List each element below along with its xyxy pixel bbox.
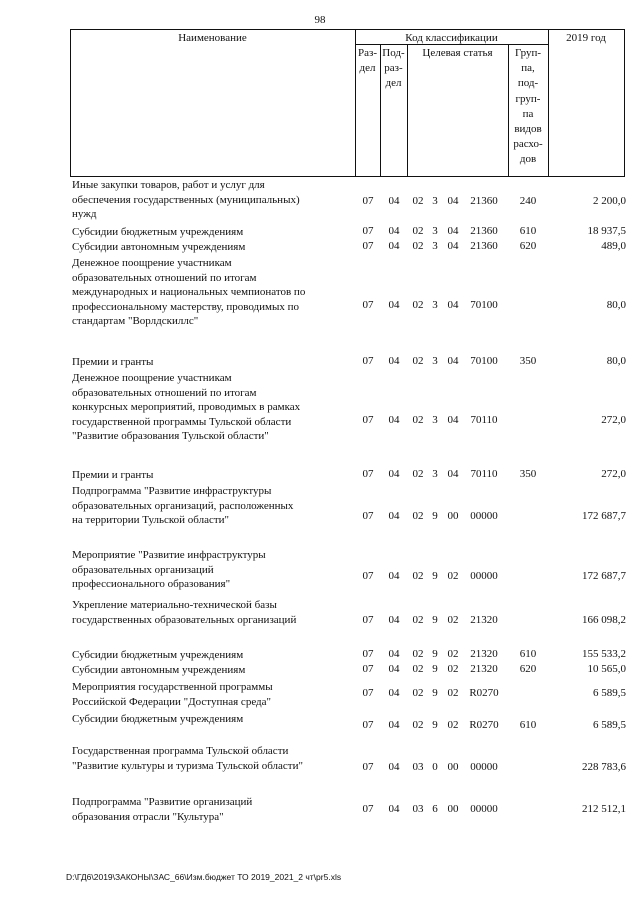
row-code-dir: 70100: [470, 355, 498, 367]
row-code-dir: 00000: [470, 510, 498, 522]
row-code-razdel: 07: [362, 414, 374, 426]
row-code-group: 610: [519, 648, 537, 660]
header-podrazdel-line: раз-: [384, 62, 403, 75]
row-code-sub: 3: [432, 195, 438, 207]
row-code-prog: 02: [412, 355, 424, 367]
row-name-line: на территории Тульской области": [72, 514, 230, 527]
header-razdel: [355, 46, 380, 76]
row-code-sub: 6: [432, 803, 438, 815]
row-name: [72, 256, 354, 329]
row-code-main: 02: [447, 719, 459, 731]
row-code-prog: 03: [412, 803, 424, 815]
row-code-group: 620: [519, 663, 537, 675]
row-name: [72, 468, 354, 483]
row-name-line: Субсидии бюджетным учреждениям: [72, 226, 244, 238]
row-name-line: Мероприятие "Развитие инфраструктуры: [72, 549, 266, 561]
row-code-main: 04: [447, 468, 459, 480]
row-code-dir: 21360: [470, 195, 498, 207]
row-code-razdel: 07: [362, 468, 374, 480]
row-code-razdel: 07: [362, 719, 374, 731]
row-code-sub: 3: [432, 414, 438, 426]
row-name-line: Субсидии бюджетным учреждениям: [72, 649, 244, 661]
row-code-podrazdel: 04: [388, 761, 400, 773]
row-name-line: стандартам "Ворлдскиллс": [72, 315, 199, 328]
header-group: [508, 46, 548, 168]
row-code-sub: 9: [432, 614, 438, 626]
row-code-prog: 02: [412, 225, 424, 237]
row-code-razdel: 07: [362, 761, 374, 773]
row-code-main: 04: [447, 299, 459, 311]
row-code-sub: 9: [432, 687, 438, 699]
row-code-prog: 02: [412, 570, 424, 582]
row-code-sub: 3: [432, 299, 438, 311]
row-name-line: "Развитие культуры и туризма Тульской области": [72, 759, 303, 772]
row-name: [72, 680, 354, 709]
row-code-main: 02: [447, 570, 459, 582]
row-name: [72, 484, 354, 528]
row-name: [72, 648, 354, 663]
row-name: [72, 795, 354, 824]
row-amount: 489,0: [601, 240, 626, 252]
row-name-line: "Развитие образования Тульской области": [72, 430, 269, 443]
row-code-sub: 3: [432, 468, 438, 480]
row-code-podrazdel: 04: [388, 510, 400, 522]
row-code-sub: 3: [432, 355, 438, 367]
row-name-line: Подпрограмма "Развитие организаций: [72, 796, 253, 808]
row-code-prog: 02: [412, 614, 424, 626]
header-bottom-border: [70, 176, 624, 177]
row-amount: 10 565,0: [587, 663, 626, 675]
row-code-podrazdel: 04: [388, 687, 400, 699]
row-amount: 80,0: [606, 355, 626, 367]
row-amount: 80,0: [606, 299, 626, 311]
row-name-line: Мероприятия государственной программы: [72, 681, 273, 693]
row-code-razdel: 07: [362, 614, 374, 626]
border-podrazdel: [407, 44, 408, 177]
row-code-podrazdel: 04: [388, 614, 400, 626]
header-group-line: под-: [517, 77, 539, 90]
header-podrazdel: [380, 46, 407, 92]
row-code-dir: 21320: [470, 614, 498, 626]
row-code-podrazdel: 04: [388, 240, 400, 252]
row-code-razdel: 07: [362, 663, 374, 675]
row-amount: 2 200,0: [593, 195, 626, 207]
row-name: [72, 240, 354, 255]
row-name-line: Субсидии автономным учреждениям: [72, 241, 246, 253]
row-name: [72, 712, 354, 727]
row-code-group: 350: [519, 468, 537, 480]
row-code-dir: 21360: [470, 240, 498, 252]
header-group-line: Груп-: [514, 47, 542, 59]
row-code-dir: 00000: [470, 761, 498, 773]
header-code-group: Код классификации: [405, 32, 498, 44]
row-code-podrazdel: 04: [388, 414, 400, 426]
row-name-line: Денежное поощрение участникам: [72, 257, 232, 269]
header-target: Целевая статья: [422, 47, 493, 59]
header-group-line: груп-: [515, 92, 541, 105]
row-name-line: обеспечения государственных (муниципальных): [72, 193, 300, 206]
row-amount: 172 687,7: [582, 510, 626, 522]
row-name-line: Премии и гранты: [72, 356, 154, 368]
row-code-dir: R0270: [469, 687, 499, 699]
header-razdel-line: дел: [359, 62, 376, 75]
row-amount: 272,0: [601, 468, 626, 480]
row-code-razdel: 07: [362, 687, 374, 699]
header-podrazdel-line: Под-: [382, 47, 405, 59]
row-name-line: образовательных организаций, расположенных: [72, 499, 294, 512]
row-amount: 272,0: [601, 414, 626, 426]
row-name-line: Субсидии автономным учреждениям: [72, 664, 246, 676]
row-code-main: 04: [447, 414, 459, 426]
row-code-sub: 9: [432, 719, 438, 731]
row-code-dir: 70110: [470, 468, 498, 480]
row-name-line: Премии и гранты: [72, 469, 154, 481]
row-amount: 6 589,5: [593, 719, 626, 731]
row-code-sub: 3: [432, 240, 438, 252]
row-name-line: международных и национальных чемпионатов по: [72, 286, 306, 299]
row-code-prog: 02: [412, 510, 424, 522]
row-code-main: 04: [447, 225, 459, 237]
row-name: [72, 178, 354, 222]
row-code-razdel: 07: [362, 299, 374, 311]
row-code-podrazdel: 04: [388, 468, 400, 480]
header-podrazdel-line: дел: [385, 77, 402, 90]
row-amount: 172 687,7: [582, 570, 626, 582]
row-code-dir: 00000: [470, 803, 498, 815]
row-code-razdel: 07: [362, 510, 374, 522]
row-name: [72, 663, 354, 678]
row-code-prog: 02: [412, 240, 424, 252]
row-code-razdel: 07: [362, 648, 374, 660]
row-code-podrazdel: 04: [388, 355, 400, 367]
row-amount: 166 098,2: [582, 614, 626, 626]
row-name-line: Укрепление материально-технической базы: [72, 599, 277, 611]
row-code-sub: 9: [432, 663, 438, 675]
row-code-dir: 00000: [470, 570, 498, 582]
row-code-razdel: 07: [362, 803, 374, 815]
row-code-main: 00: [447, 761, 459, 773]
border-right: [624, 29, 625, 177]
header-group-line: дов: [519, 153, 537, 166]
row-code-main: 02: [447, 614, 459, 626]
row-amount: 228 783,6: [582, 761, 626, 773]
row-amount: 18 937,5: [587, 225, 626, 237]
row-code-dir: 21320: [470, 663, 498, 675]
row-code-prog: 02: [412, 719, 424, 731]
row-name: [72, 371, 354, 444]
row-code-dir: 70110: [470, 414, 498, 426]
row-code-prog: 02: [412, 299, 424, 311]
row-name-line: Российской Федерации "Доступная среда": [72, 695, 272, 708]
row-name: [72, 355, 354, 370]
row-code-prog: 02: [412, 687, 424, 699]
row-code-sub: 9: [432, 648, 438, 660]
row-amount: 212 512,1: [582, 803, 626, 815]
border-group: [548, 29, 549, 177]
row-code-razdel: 07: [362, 355, 374, 367]
row-name-line: государственных образовательных организаций: [72, 613, 297, 626]
row-code-podrazdel: 04: [388, 663, 400, 675]
header-group-line: па,: [521, 62, 535, 75]
row-code-prog: 02: [412, 414, 424, 426]
page-number: 98: [314, 14, 326, 26]
header-group-line: видов: [514, 123, 542, 136]
row-code-prog: 02: [412, 663, 424, 675]
row-name: [72, 548, 354, 592]
row-name-line: образовательных отношений по итогам: [72, 271, 257, 284]
row-code-podrazdel: 04: [388, 648, 400, 660]
row-code-main: 04: [447, 195, 459, 207]
row-name-line: нужд: [72, 208, 97, 221]
header-name: Наименование: [178, 32, 247, 44]
row-code-sub: 0: [432, 761, 438, 773]
row-code-dir: 70100: [470, 299, 498, 311]
row-name-line: образовательных отношений по итогам: [72, 386, 257, 399]
row-code-main: 02: [447, 663, 459, 675]
row-code-group: 620: [519, 240, 537, 252]
row-code-group: 610: [519, 719, 537, 731]
row-code-prog: 02: [412, 468, 424, 480]
row-name-line: профессиональному мастерству, проводимых по: [72, 300, 299, 313]
row-code-razdel: 07: [362, 195, 374, 207]
row-code-main: 00: [447, 510, 459, 522]
row-name-line: профессионального образования": [72, 578, 231, 591]
row-code-dir: R0270: [469, 719, 499, 731]
row-code-sub: 9: [432, 570, 438, 582]
row-code-razdel: 07: [362, 240, 374, 252]
row-code-podrazdel: 04: [388, 299, 400, 311]
row-code-dir: 21360: [470, 225, 498, 237]
row-code-podrazdel: 04: [388, 195, 400, 207]
header-group-line: расхо-: [513, 138, 543, 151]
row-name: [72, 225, 354, 240]
header-year: 2019 год: [566, 32, 606, 44]
row-code-group: 240: [519, 195, 537, 207]
row-code-main: 00: [447, 803, 459, 815]
row-code-prog: 02: [412, 195, 424, 207]
row-name-line: Иные закупки товаров, работ и услуг для: [72, 179, 265, 191]
row-code-group: 350: [519, 355, 537, 367]
row-code-group: 610: [519, 225, 537, 237]
row-code-podrazdel: 04: [388, 225, 400, 237]
row-name-line: государственной программы Тульской области: [72, 415, 292, 428]
border-left: [70, 29, 71, 177]
header-razdel-line: Раз-: [357, 47, 377, 59]
row-amount: 6 589,5: [593, 687, 626, 699]
row-code-main: 04: [447, 240, 459, 252]
row-name-line: конкурсных мероприятий, проводимых в рамках: [72, 401, 301, 414]
row-code-podrazdel: 04: [388, 719, 400, 731]
row-code-razdel: 07: [362, 570, 374, 582]
row-code-sub: 9: [432, 510, 438, 522]
row-name: [72, 744, 354, 773]
row-code-sub: 3: [432, 225, 438, 237]
row-code-razdel: 07: [362, 225, 374, 237]
row-name-line: Подпрограмма "Развитие инфраструктуры: [72, 485, 272, 497]
row-name-line: Субсидии бюджетным учреждениям: [72, 713, 244, 725]
row-code-prog: 02: [412, 648, 424, 660]
row-name-line: образовательных организаций: [72, 563, 214, 576]
row-code-prog: 03: [412, 761, 424, 773]
header-group-line: па: [522, 107, 534, 120]
row-code-podrazdel: 04: [388, 570, 400, 582]
row-code-podrazdel: 04: [388, 803, 400, 815]
file-path-footer: D:\ГД6\2019\ЗАКОНЫ\ЗАС_66\Изм.бюджет ТО 2019_2021_2 чт\pr5.xls: [66, 872, 342, 882]
row-name-line: Денежное поощрение участникам: [72, 372, 232, 384]
row-code-main: 02: [447, 648, 459, 660]
row-code-dir: 21320: [470, 648, 498, 660]
row-code-main: 02: [447, 687, 459, 699]
header-top-border: [70, 29, 624, 30]
row-name-line: Государственная программа Тульской области: [72, 745, 289, 757]
row-amount: 155 533,2: [582, 648, 626, 660]
row-code-main: 04: [447, 355, 459, 367]
row-name-line: образования отрасли "Культура": [72, 810, 224, 823]
row-name: [72, 598, 354, 627]
